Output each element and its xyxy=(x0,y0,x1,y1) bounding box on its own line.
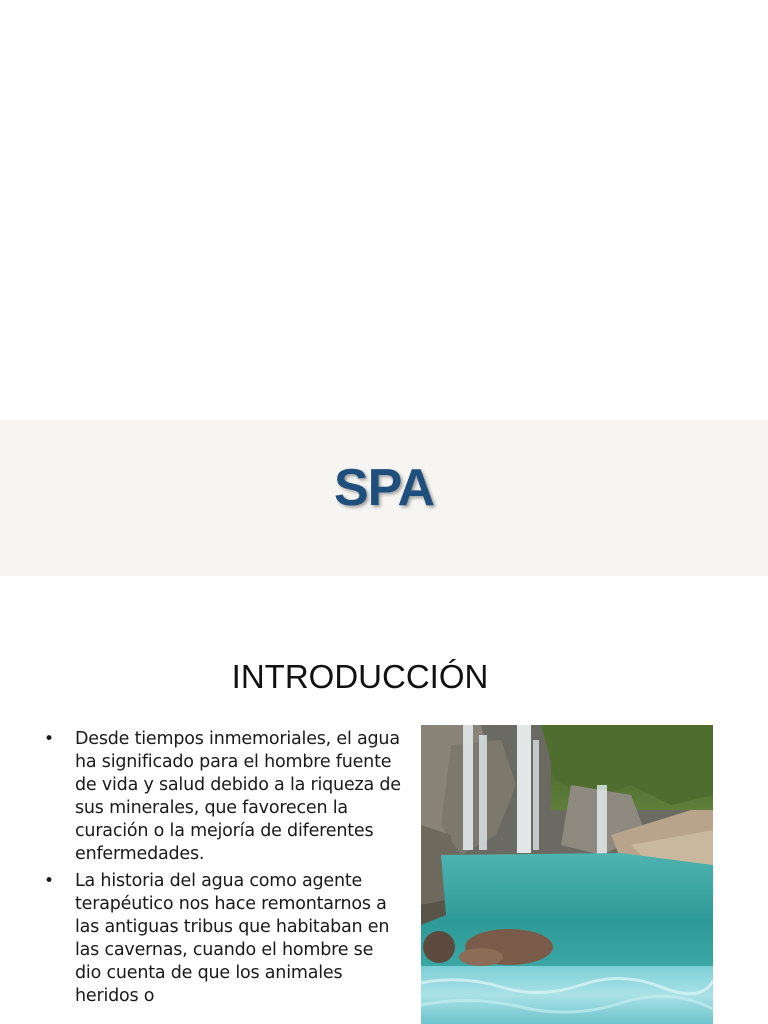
bullet-text: La historia del agua como agente terapéutico nos hace remontarnos a las antiguas tribus que habitaban en las cavernas, cuando el hombre se dio cuenta de que los animales heridos o xyxy=(75,871,390,1006)
bullet-icon: • xyxy=(44,729,54,749)
bullet-item xyxy=(42,728,404,866)
bullet-text: Desde tiempos inmemoriales, el agua ha significado para el hombre fuente de vida y salud debido a la riqueza de sus minerales, que favorecen la curación o la mejoría de diferentes enfermedades. xyxy=(75,729,401,864)
waterfall-photo xyxy=(421,725,713,1024)
bullet-item xyxy=(42,870,404,1008)
intro-heading: INTRODUCCIÓN xyxy=(231,658,489,695)
bullet-list xyxy=(42,728,404,1012)
blank-slide xyxy=(0,0,768,420)
bullet-icon: • xyxy=(44,871,54,891)
slide-title: SPA xyxy=(333,459,435,517)
